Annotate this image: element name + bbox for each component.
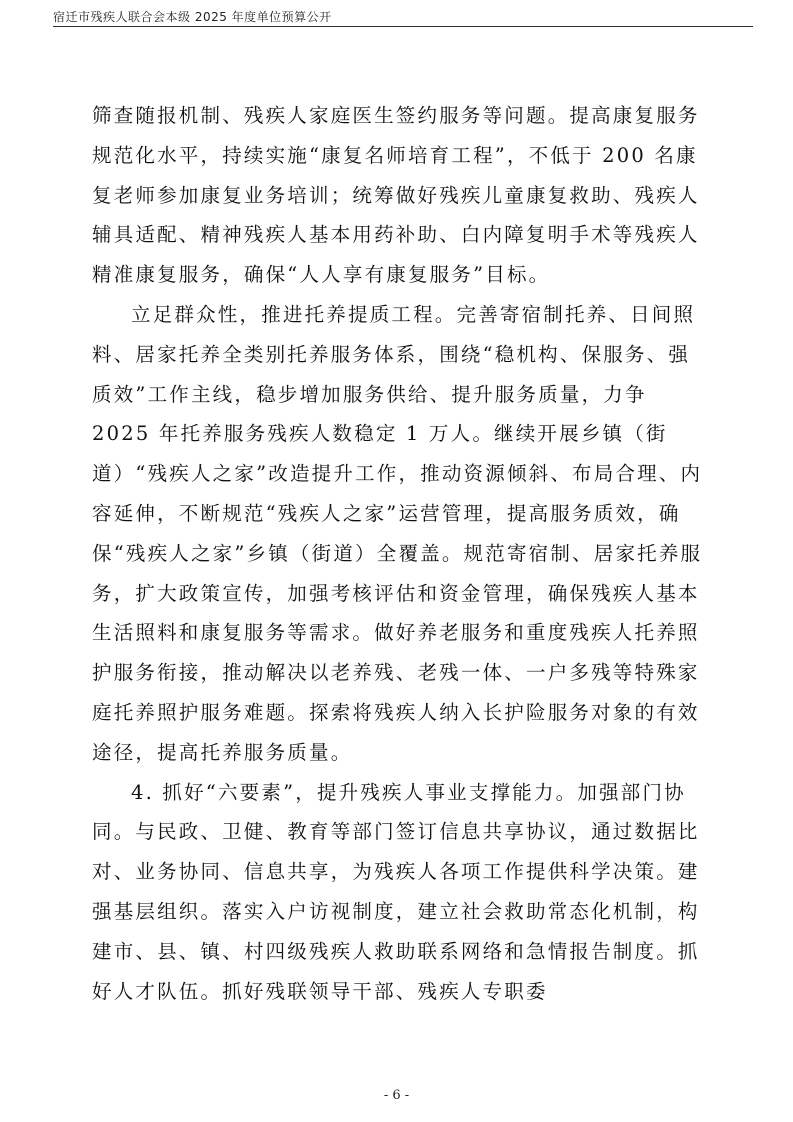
- page-number: - 6 -: [383, 1088, 410, 1103]
- paragraph-2: 立足群众性，推进托养提质工程。完善寄宿制托养、日间照料、居家托养全类别托养服务体系，围绕“稳机构、保服务、强质效”工作主线，稳步增加服务供给、提升服务质量，力争 2025 年托养服务残疾人数稳定 1 万人。继续开展乡镇（街道）“残疾人之家”改造提升工作，推动资源倾斜、布局合理、内容延伸，不断规范“残疾人之家”运营管理，提高服务质效，确保“残疾人之家”乡镇（街道）全覆盖。规范寄宿制、居家托养服务，扩大政策宣传，加强考核评估和资金管理，确保残疾人基本生活照料和康复服务等需求。做好养老服务和重度残疾人托养照护服务衔接，推动解决以老养残、老残一体、一户多残等特殊家庭托养照护服务难题。探索将残疾人纳入长护险服务对象的有效途径，提高托养服务质量。: [92, 302, 703, 764]
- paragraph-1: 筛查随报机制、残疾人家庭医生签约服务等问题。提高康复服务规范化水平，持续实施“康复名师培育工程”，不低于 200 名康复老师参加康复业务培训；统筹做好残疾儿童康复救助、残疾人辅具适配、精神残疾人基本用药补助、白内障复明手术等残疾人精准康复服务，确保“人人享有康复服务”目标。: [92, 104, 700, 287]
- header-rule: [53, 26, 753, 27]
- document-body: [92, 96, 704, 1011]
- paragraph-3: 4. 抓好“六要素”，提升残疾人事业支撑能力。加强部门协同。与民政、卫健、教育等部门签订信息共享协议，通过数据比对、业务协同、信息共享，为残疾人各项工作提供科学决策。建强基层组织。落实入户访视制度，建立社会救助常态化机制，构建市、县、镇、村四级残疾人救助联系网络和急情报告制度。抓好人才队伍。抓好残联领导干部、残疾人专职委: [92, 780, 700, 1003]
- running-header: 宿迁市残疾人联合会本级 2025 年度单位预算公开: [53, 10, 332, 24]
